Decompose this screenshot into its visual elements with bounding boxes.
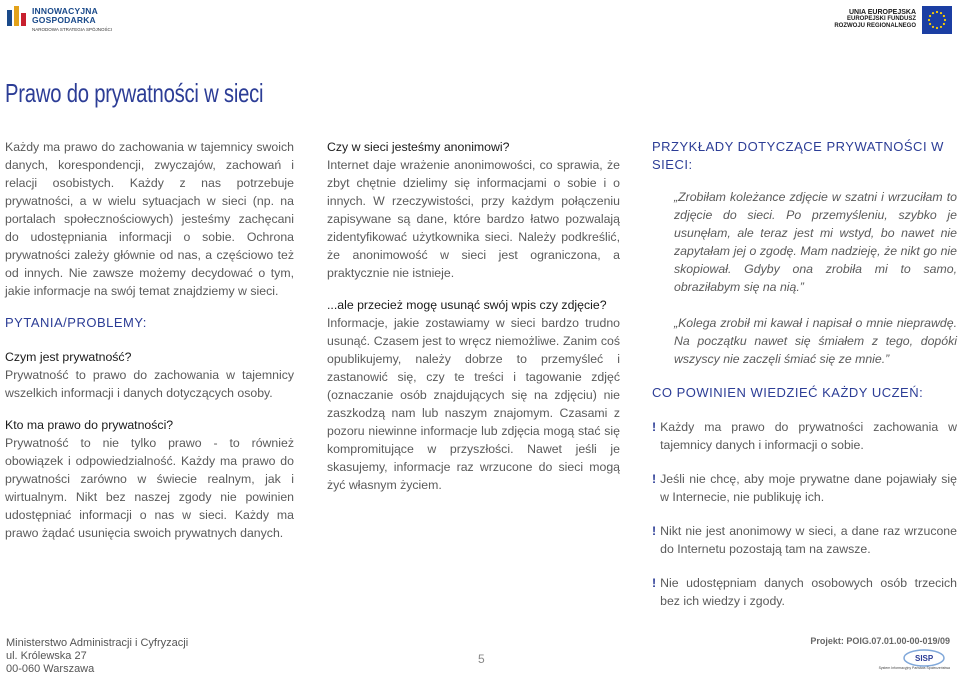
answer-privacy: Prywatność to prawo do zachowania w tajemnicy wszelkich informacji i danych dotyczących osoby. [5,368,294,400]
page-number: 5 [478,652,485,666]
list-item-text: Każdy ma prawo do prywatności zachowania w tajemnicy danych i informacji o sobie. [660,420,957,452]
list-item [652,470,957,506]
ig-line3: NARODOWA STRATEGIA SPÓJNOŚCI [32,27,113,32]
sisp-subtitle: System Informacyjny Państwa Społeczeństwa [878,666,950,670]
sisp-logo-text: SISP [915,654,934,663]
eu-line2: EUROPEJSKI FUNDUSZ [846,16,916,22]
eu-star [929,23,931,25]
example-2: „Kolega zrobił mi kawał i napisał o mnie nieprawdę. Na początku nawet się śmiałem z tego, dopóki wszyscy nie zaczęli śmiać się ze mnie.” [674,316,957,366]
exclamation-icon: ! [652,576,657,590]
eu-star [940,26,942,28]
student-list [652,418,957,610]
example-1: „Zrobiłam koleżance zdjęcie w szatni i wrzuciłam to zdjęcie do sieci. Po przemyśleniu, szybko je usunęłam, ale teraz jest mi wstyd, bo nawet nie zapytałam jej o zgodę. Mam nadzieję, że nikt go nie skopiował. Gdyby ona zrobiła mi to samo, obraziłabym się na nią.” [674,190,957,294]
exclamation-icon: ! [652,524,657,538]
project-id: Projekt: POIG.07.01.00-00-019/09 [810,636,950,646]
eu-line1: UNIA EUROPEJSKA [848,9,916,16]
list-item [652,574,957,610]
eu-star [932,26,934,28]
intro-paragraph: Każdy ma prawo do zachowania w tajemnicy swoich danych, korespondencji, zwyczajów, zachowań i relacji osobistych. Każdy z nas potrzebuje prywatności, a w wielu sytuacjach w sieci (np. na portalach społecznościowych) jesteśmy zachęcani do udostępniania informacji o sobie. Ochrona prywatności zależy głównie od nas, a częściowo też od innych. Nie zawsze możemy decydować o tym, jakie informacje na swój temat znajdziemy w sieci. [5,140,294,298]
eu-star [943,15,945,17]
exclamation-icon: ! [652,472,657,486]
eu-star [932,12,934,14]
footer-line2: ul. Królewska 27 [6,650,87,662]
ig-line2: GOSPODARKA [32,15,96,25]
sisp-logo [868,649,950,673]
eu-star [944,19,946,21]
student-heading: CO POWINIEN WIEDZIEĆ KAŻDY UCZEŃ: [652,385,924,400]
ig-line1: INNOWACYJNA [32,6,98,16]
ig-emblem-icon [6,4,28,32]
question-who: Kto ma prawo do prywatności? [5,418,174,432]
eu-logo [792,4,952,36]
examples-heading: PRZYKŁADY DOTYCZĄCE PRYWATNOŚCI W SIECI: [652,139,944,172]
innowacyjna-gospodarka-logo [6,4,116,38]
eu-star [936,11,938,13]
list-item-text: Nie udostępniam danych osobowych osób trzecich bez ich wiedzy i zgody. [660,576,957,608]
footer-line1: Ministerstwo Administracji i Cyfryzacji [6,637,189,649]
eu-text [834,9,916,30]
eu-star [940,12,942,14]
eu-line3: ROZWOJU REGIONALNEGO [834,23,916,29]
eu-star [929,15,931,17]
eu-star [928,19,930,21]
column-middle [327,138,620,494]
list-item [652,522,957,558]
problems-heading: PYTANIA/PROBLEMY: [5,315,147,330]
footer-address [6,637,188,676]
answer-delete: Informacje, jakie zostawiamy w sieci bardzo trudno usunąć. Czasem jest to wręcz niemożliwe. Zanim coś opublikujemy, należy dobrze to przemyśleć i zastanowić się, czy te treści i tagowanie zdjęć (oznaczanie osób znajdujących się na zdjęciu) nie zaszkodzą nam lub naszym znajomym. Czasami z pozoru niewinne informacje lub zdjęcia mogą stać się kompromitujące w przyszłości. Nawet jeśli je skasujemy, informacje raz wrzucone do sieci mogą żyć własnym życiem. [327,316,620,492]
eu-star [943,23,945,25]
question-privacy: Czym jest prywatność? [5,350,132,364]
exclamation-icon: ! [652,420,657,434]
sisp-logo-icon [868,649,950,667]
question-anonymous: Czy w sieci jesteśmy anonimowi? [327,140,510,154]
column-left [5,138,294,542]
list-item-text: Nikt nie jest anonimowy w sieci, a dane raz wrzucone do Internetu pozostają tam na zawsze. [660,524,957,556]
list-item [652,418,957,454]
eu-flag-icon [922,6,952,34]
list-item-text: Jeśli nie chcę, aby moje prywatne dane pojawiały się w Internecie, nie publikuję ich. [660,472,957,504]
question-delete: ...ale przecież mogę usunąć swój wpis czy zdjęcie? [327,298,607,312]
footer-line3: 00-060 Warszawa [6,663,95,675]
answer-who: Prywatność to nie tylko prawo - to również obowiązek i odpowiedzialność. Każdy ma prawo do prywatności zarówno w świecie realnym, jak i wirtualnym. Nikt bez naszej zgody nie powinien udostępniać informacji o nas w sieci. Każdy ma prawo żądać usunięcia swoich prywatnych danych. [5,436,294,540]
eu-star [936,27,938,29]
column-right [652,138,957,610]
answer-anonymous: Internet daje wrażenie anonimowości, co sprawia, że zbyt chętnie dzielimy się informacjami o sobie i o innych. W rzeczywistości, przy każdym połączeniu zapisywane są dane, które bardzo łatwo pozwalają zidentyfikować użytkownika sieci. Należy podkreślić, że anonimowość w sieci jest ograniczona, a praktycznie nie istnieje. [327,158,620,280]
page-title: Prawo do prywatności w sieci [5,78,264,108]
